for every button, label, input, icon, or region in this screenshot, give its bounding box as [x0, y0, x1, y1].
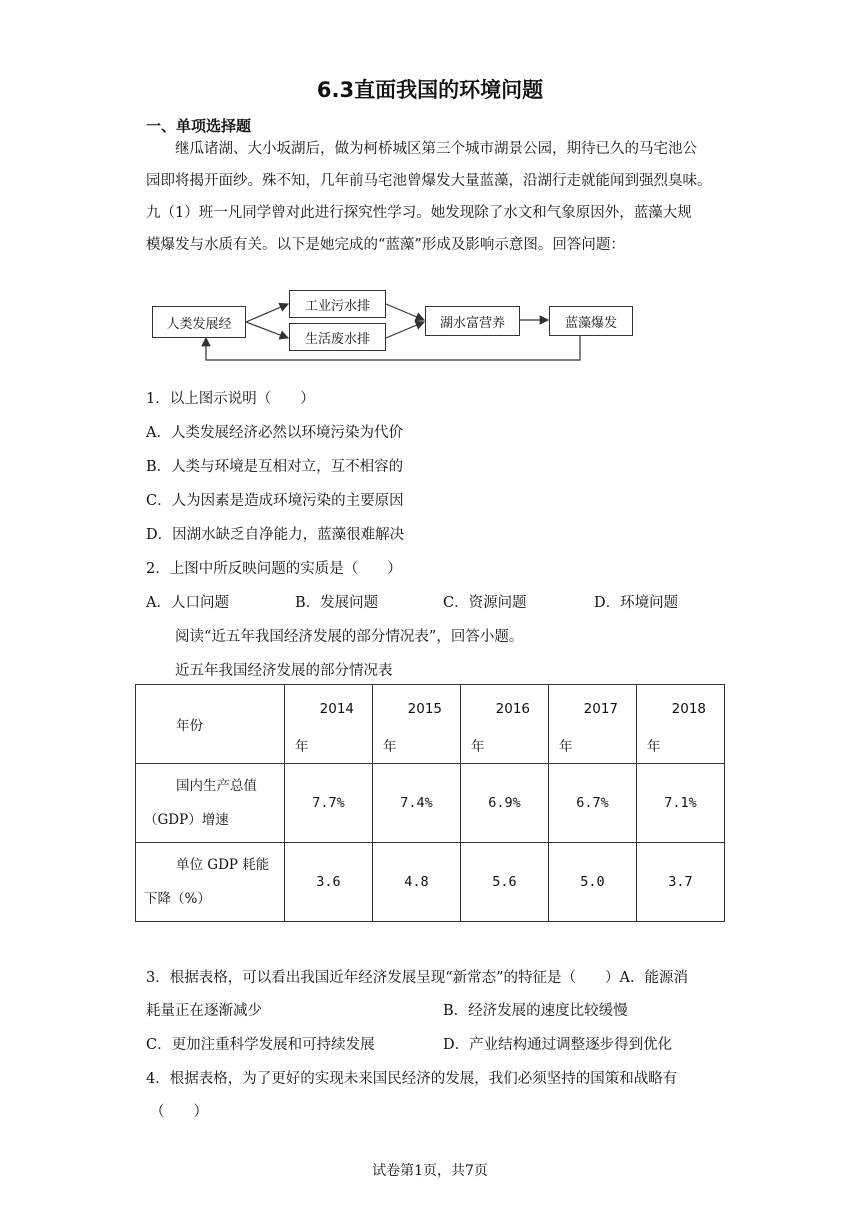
- year-suffix: 年: [383, 739, 397, 755]
- box-human-development: 人类发展经: [152, 306, 246, 338]
- year-cell: [549, 685, 637, 764]
- intro-line: 继瓜诸湖、大小坂湖后，做为柯桥城区第三个城市湖景公园，期待已久的马宅池公: [175, 141, 697, 157]
- table-row: [136, 764, 725, 843]
- intro-line: 模爆发与水质有关。以下是她完成的“蓝藻”形成及影响示意图。回答问题：: [146, 237, 625, 253]
- year-suffix: 年: [295, 739, 309, 755]
- q1-option-b: B．人类与环境是互相对立，互不相容的: [146, 459, 404, 475]
- q4-stem-line1: 4．根据表格，为了更好的实现未来国民经济的发展，我们必须坚持的国策和战略有: [146, 1071, 678, 1087]
- page-title: 6.3直面我国的环境问题: [316, 78, 544, 102]
- arrow-human-industry: [246, 304, 288, 322]
- energy-drop-cell: 5.0: [549, 843, 637, 922]
- table-row: [136, 843, 725, 922]
- gdp-growth-cell: 6.9%: [461, 764, 549, 843]
- q1-option-a: A．人类发展经济必然以环境污染为代价: [146, 425, 403, 441]
- read-prompt: 阅读“近五年我国经济发展的部分情况表”，回答小题。: [175, 629, 524, 645]
- q3-option-b: B．经济发展的速度比较缓慢: [443, 1003, 628, 1019]
- q4-stem-line2: （ ）: [150, 1104, 208, 1120]
- arrow-industry-lake: [386, 304, 424, 320]
- q1-stem: 1．以上图示说明（ ）: [146, 391, 315, 407]
- q1-option-c: C．人为因素是造成环境污染的主要原因: [146, 493, 404, 509]
- row-label-line: 下降（%）: [144, 891, 211, 907]
- intro-paragraph: [146, 133, 726, 261]
- gdp-growth-cell: 7.1%: [637, 764, 725, 843]
- year-value: 2018: [671, 701, 706, 717]
- year-cell: [285, 685, 373, 764]
- q3-option-c: C．更加注重科学发展和可持续发展: [146, 1037, 375, 1053]
- intro-line: 九（1）班一凡同学曾对此进行探究性学习。她发现除了水文和气象原因外，蓝藻大规: [146, 205, 692, 221]
- table-caption: 近五年我国经济发展的部分情况表: [175, 663, 393, 679]
- arrow-algae-human: [206, 334, 580, 360]
- energy-drop-cell: 5.6: [461, 843, 549, 922]
- row-label-gdp: [136, 764, 285, 843]
- q2-option-a: A．人口问题: [146, 595, 229, 611]
- row-label-line: （GDP）增速: [144, 812, 229, 828]
- q3-stem-line1: 3．根据表格，可以看出我国近年经济发展呈现“新常态”的特征是（ ）A．能源消: [146, 970, 689, 986]
- year-header-label: 年份: [176, 718, 203, 734]
- gdp-growth-cell: 6.7%: [549, 764, 637, 843]
- page-footer: 试卷第1页，共7页: [372, 1163, 488, 1179]
- q1-option-d: D．因湖水缺乏自净能力，蓝藻很难解决: [146, 527, 405, 543]
- year-suffix: 年: [559, 739, 573, 755]
- economy-table: [135, 684, 725, 922]
- intro-line: 园即将揭开面纱。殊不知，几年前马宅池曾爆发大量蓝藻，沿湖行走就能闻到强烈臭味。: [146, 173, 712, 189]
- year-value: 2016: [495, 701, 530, 717]
- q2-option-c: C．资源问题: [443, 595, 527, 611]
- gdp-growth-cell: 7.4%: [373, 764, 461, 843]
- box-lake-eutrophication: 湖水富营养: [425, 306, 520, 336]
- arrow-domestic-lake: [386, 322, 424, 338]
- row-label-energy: [136, 843, 285, 922]
- box-industrial-wastewater: 工业污水排: [289, 290, 386, 318]
- q2-stem: 2．上图中所反映问题的实质是（ ）: [146, 561, 402, 577]
- q3-stem-line2: 耗量正在逐渐减少: [146, 1003, 262, 1019]
- gdp-growth-cell: 7.7%: [285, 764, 373, 843]
- energy-drop-cell: 3.6: [285, 843, 373, 922]
- section-heading: 一、单项选择题: [146, 117, 252, 135]
- table-header-year: [136, 685, 285, 764]
- box-domestic-wastewater: 生活废水排: [289, 323, 386, 351]
- q2-option-d: D．环境问题: [594, 595, 679, 611]
- arrow-human-domestic: [246, 322, 288, 338]
- row-label-line: 国内生产总值: [176, 778, 257, 794]
- box-algae-bloom: 蓝藻爆发: [549, 306, 633, 336]
- energy-drop-cell: 3.7: [637, 843, 725, 922]
- year-value: 2014: [319, 701, 354, 717]
- year-value: 2017: [583, 701, 618, 717]
- year-cell: [461, 685, 549, 764]
- q3-option-d: D．产业结构通过调整逐步得到优化: [443, 1037, 673, 1053]
- year-suffix: 年: [647, 739, 661, 755]
- year-cell: [637, 685, 725, 764]
- table-row: [136, 685, 725, 764]
- energy-drop-cell: 4.8: [373, 843, 461, 922]
- year-value: 2015: [407, 701, 442, 717]
- year-suffix: 年: [471, 739, 485, 755]
- q2-option-b: B．发展问题: [295, 595, 379, 611]
- row-label-line: 单位 GDP 耗能: [176, 857, 270, 873]
- year-cell: [373, 685, 461, 764]
